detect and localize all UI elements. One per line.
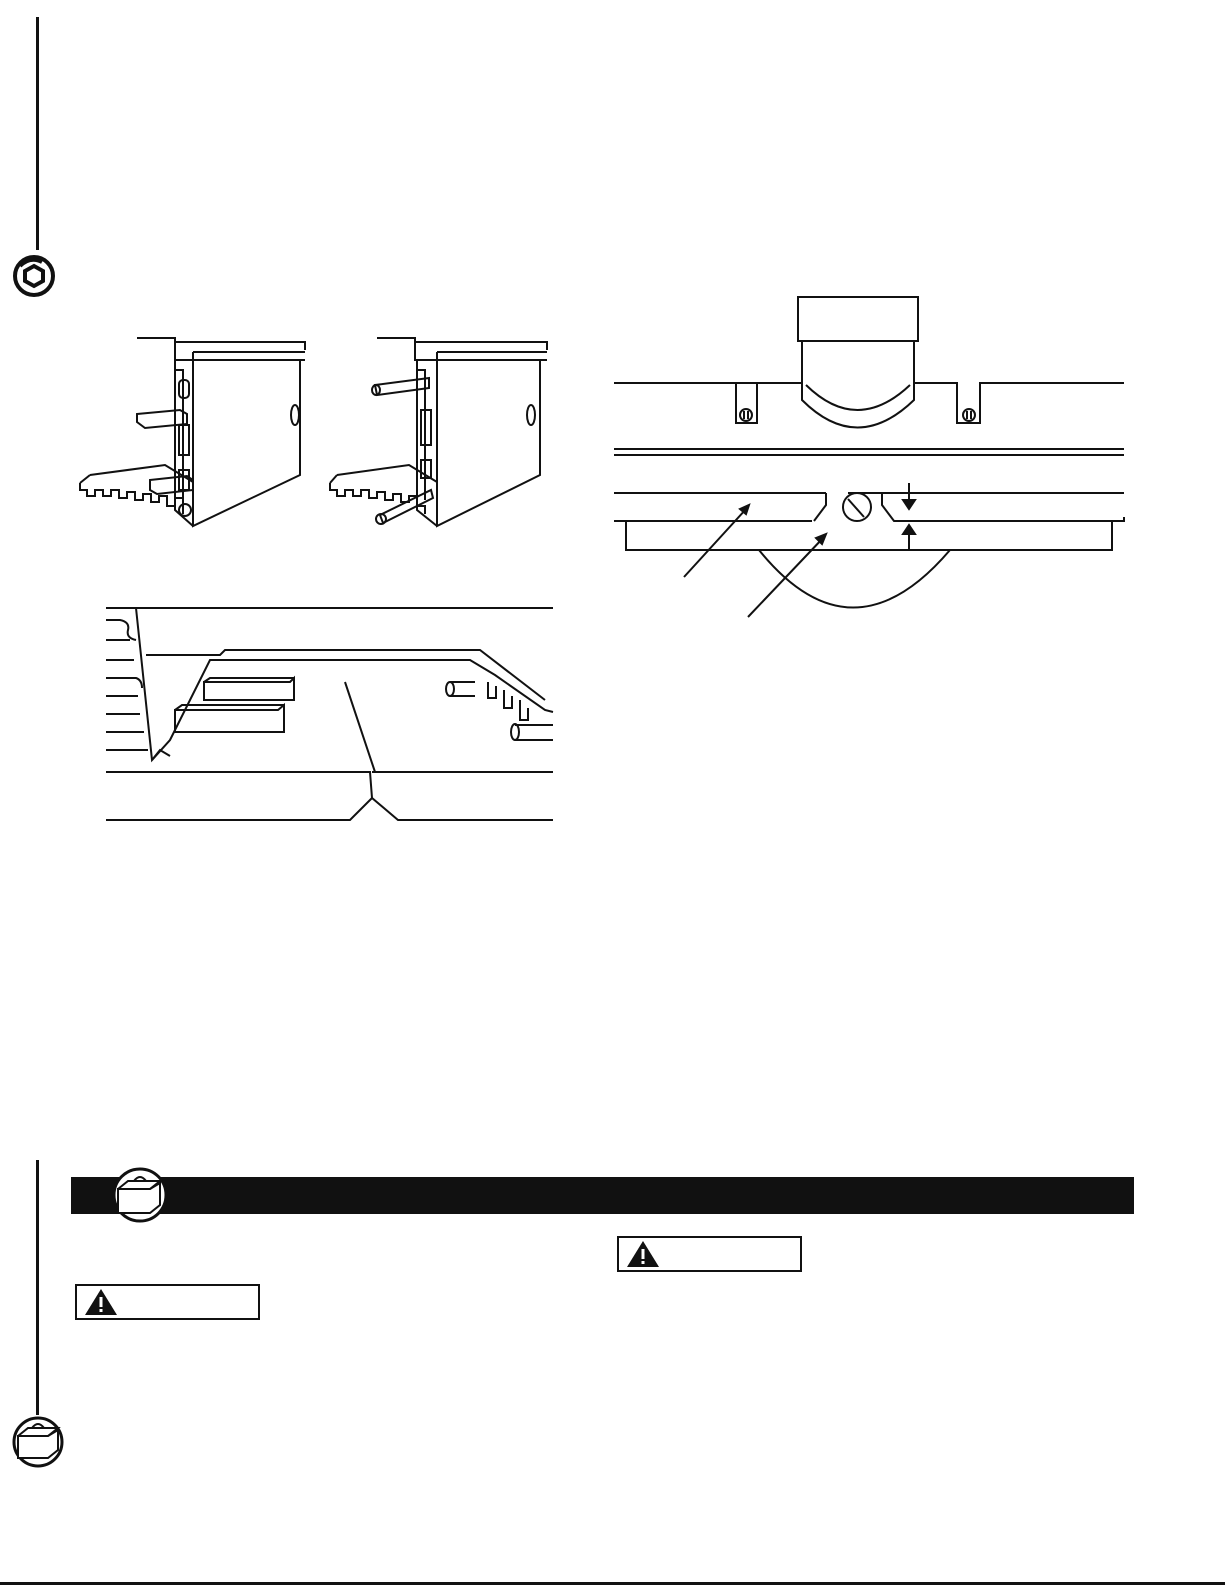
blade-guard-clearance-detail [612,295,1132,635]
hex-wrench-icon [12,254,56,298]
warning-triangle-icon [83,1287,119,1317]
warning-box-right [617,1236,802,1272]
maintenance-section-band [71,1177,1134,1214]
fence-clamp-detail-right [325,330,555,535]
warning-triangle-icon [625,1239,661,1269]
margin-rule-top [36,17,39,250]
toolbox-icon [10,1416,66,1468]
rail-joint-detail [100,600,560,830]
toolbox-icon [110,1167,170,1223]
warning-box-left [75,1284,260,1320]
fence-clamp-detail-left [75,330,310,535]
margin-rule-bottom [36,1160,39,1415]
